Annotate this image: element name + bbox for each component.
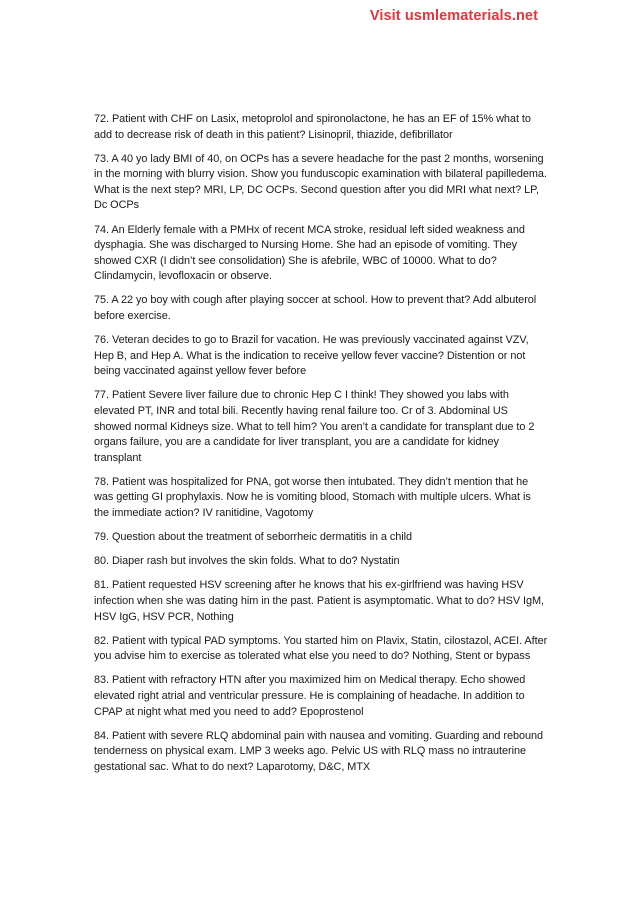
question-81: 81. Patient requested HSV screening after he knows that his ex-girlfriend was having HSV infection when she was dating him in the past. Patient is asymptomatic. What to do? HSV IgM, HSV IgG, HSV PCR, Nothing — [94, 579, 545, 623]
question-list — [94, 112, 548, 784]
question-83: 83. Patient with refractory HTN after you maximized him on Medical therapy. Echo showed elevated right atrial and ventricular pressure. He is complaining of headache. In addition to CPAP at night what med you need to add? Epoprostenol — [94, 674, 526, 718]
question-80: 80. Diaper rash but involves the skin folds. What to do? Nystatin — [94, 555, 400, 568]
question-82: 82. Patient with typical PAD symptoms. You started him on Plavix, Statin, cilostazol, ACEI. After you advise him to exercise as tolerated what else you need to do? Nothing, Stent or bypass — [94, 634, 548, 663]
question-78: 78. Patient was hospitalized for PNA, got worse then intubated. They didn’t mention that he was getting GI prophylaxis. Now he is vomiting blood, Stomach with multiple ulcers. What is the immediate action? IV ranitidine, Vagotomy — [94, 475, 531, 520]
question-76: 76. Veteran decides to go to Brazil for vacation. He was previously vaccinated against VZV, Hep B, and Hep A. What is the indication to receive yellow fever vaccine? Distention or not being vaccinated against yellow fever before — [94, 334, 529, 378]
watermark-link[interactable]: Visit usmlematerials.net — [369, 8, 538, 24]
question-73: 73. A 40 yo lady BMI of 40, on OCPs has a severe headache for the past 2 months, worsening in the morning with blurry vision. Show you funduscopic examination with bilateral papilledema. What is the next step? MRI, LP, DC OCPs. Second question after you did MRI what next? LP, Dc OCPs — [94, 152, 547, 212]
question-75: 75. A 22 yo boy with cough after playing soccer at school. How to prevent that? Add albuterol before exercise. — [94, 294, 537, 323]
question-74: 74. An Elderly female with a PMHx of recent MCA stroke, residual left sided weakness and dysphagia. She was discharged to Nursing Home. She had an episode of vomiting. They showed CXR (I didn’t see consolidation) She is afebrile, WBC of 10000. What to do? Clindamycin, levofloxacin or observe. — [94, 223, 525, 283]
question-84: 84. Patient with severe RLQ abdominal pain with nausea and vomiting. Guarding and rebound tenderness on physical exam. LMP 3 weeks ago. Pelvic US with RLQ mass no intrauterine gestational sac. What to do next? Laparotomy, D&C, MTX — [94, 729, 544, 773]
question-79: 79. Question about the treatment of seborrheic dermatitis in a child — [94, 531, 413, 544]
question-72: 72. Patient with CHF on Lasix, metoprolol and spironolactone, he has an EF of 15% what to add to decrease risk of death in this patient? Lisinopril, thiazide, defibrillator — [94, 113, 531, 141]
question-77: 77. Patient Severe liver failure due to chronic Hep C I think! They showed you labs with elevated PT, INR and total bili. Recently having renal failure too. Cr of 3. Abdominal US showed normal Kidneys size. What to tell him? You aren’t a candidate for transplant due to 2 organs failure, you are a candidate for liver transplant, you are a candidate for kidney transplant — [94, 389, 535, 464]
